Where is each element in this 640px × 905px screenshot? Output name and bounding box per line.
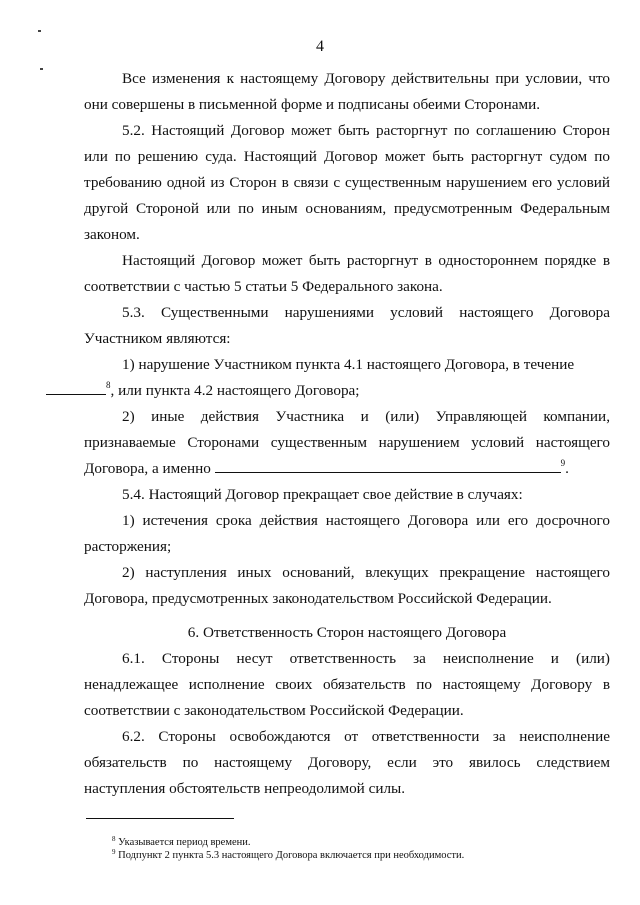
paragraph-5-4: 5.4. Настоящий Договор прекращает свое действие в случаях: (122, 486, 523, 503)
blank-period-field (46, 378, 106, 395)
section-6-heading: 6. Ответственность Сторон настоящего Договора (187, 624, 507, 641)
paragraph-6-1: 6.1. Стороны несут ответственность за неисполнение и (или) ненадлежащее исполнение своих обязательств по настоящему Договору в соответствии с законодательством Российской Федерации. (84, 650, 610, 719)
paragraph-5-2: 5.2. Настоящий Договор может быть расторгнут по соглашению Сторон или по решению суда. Настоящий Договор может быть расторгнут судом по требованию одной из Сторон в связи с существенным нарушением его условий другой Стороной или по иным основаниям, предусмотренным Федеральным законом. (84, 122, 610, 243)
item-2-text: 2) иные действия Участника и (или) Управляющей компании, признаваемые Сторонами существенным нарушением условий настоящего Договора, а именно (84, 408, 610, 477)
item-1-tail: , или пункта 4.2 настоящего Договора; (110, 382, 360, 399)
footnote-ref-8: 8 (106, 380, 111, 390)
footnote-9: $^9$ Подпункт 2 пункта 5.3 настоящего Договора включается при необходимости. (112, 848, 465, 861)
paragraph: Настоящий Договор может быть расторгнут в одностороннем порядке в соответствии с частью 5 статьи 5 Федерального закона. (84, 252, 610, 295)
paragraph-5-3-item-2 (84, 404, 610, 482)
scan-speck (38, 30, 41, 32)
end-dot: . (565, 460, 569, 477)
page-number: 4 (316, 38, 324, 55)
document-body (84, 66, 610, 802)
blank-details-field (215, 456, 561, 473)
footnote-8: $^8$ Указывается период времени. (112, 835, 251, 848)
paragraph-5-4-item-1: 1) истечения срока действия настоящего Договора или его досрочного расторжения; (84, 512, 610, 555)
paragraph-5-3-item-1 (84, 352, 610, 404)
paragraph-6-2: 6.2. Стороны освобождаются от ответственности за неисполнение обязательств по настоящему Договору, если это явилось следствием наступления обстоятельств непреодолимой силы. (84, 728, 610, 797)
paragraph-5-3: 5.3. Существенными нарушениями условий настоящего Договора Участником являются: (84, 304, 610, 347)
paragraph-5-4-item-2: 2) наступления иных оснований, влекущих прекращение настоящего Договора, предусмотренных законодательством Российской Федерации. (84, 564, 610, 607)
footnote-separator (86, 818, 234, 819)
scan-speck (40, 68, 43, 70)
item-1-text: 1) нарушение Участником пункта 4.1 настоящего Договора, в течение (122, 356, 575, 373)
paragraph: Все изменения к настоящему Договору действительны при условии, что они совершены в письменной форме и подписаны обеими Сторонами. (84, 70, 610, 113)
footnote-ref-9: 9 (560, 458, 566, 468)
